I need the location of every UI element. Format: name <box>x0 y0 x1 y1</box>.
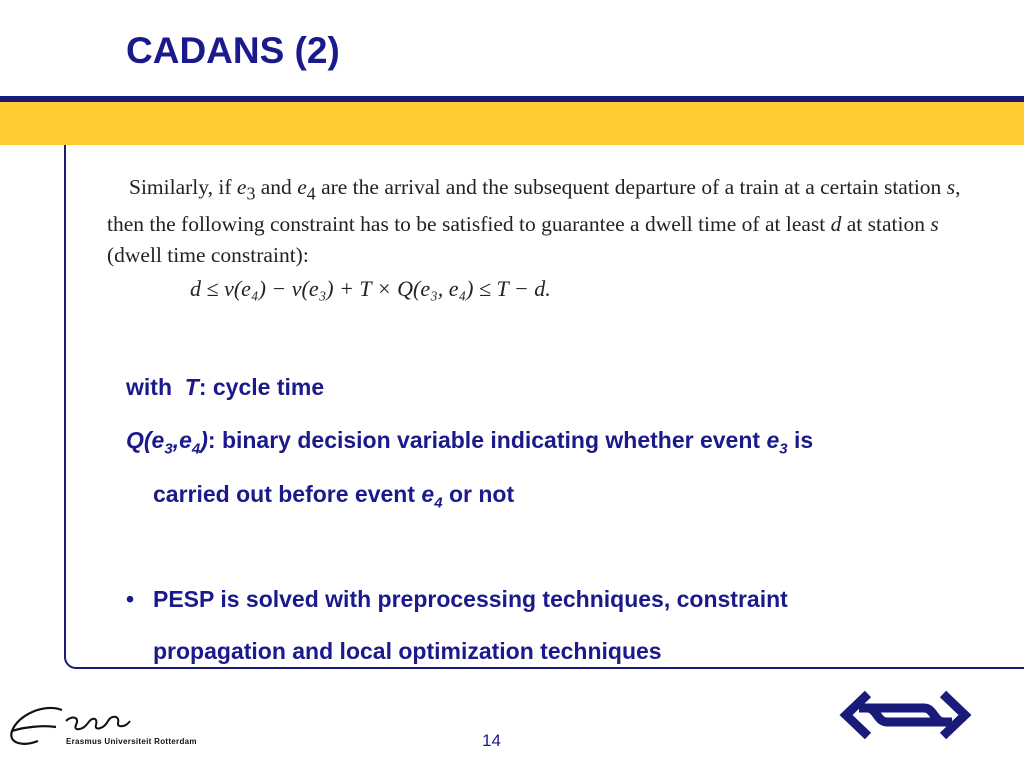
header-yellow-band <box>0 102 1024 145</box>
bullet-item <box>126 586 1024 613</box>
bullet-line-2: propagation and local optimization techniques <box>153 638 662 664</box>
excerpt-paragraph: Similarly, if $e_3$ and $e_4$ are the arrival and the subsequent departure of a train at a certain station s, then the following constraint has to be satisfied to guarantee a dwell time of at least d at station s (dwell time constraint): <box>107 175 961 268</box>
erasmus-text: Erasmus Universiteit Rotterdam <box>66 737 197 746</box>
bullet-item-cont <box>126 638 1024 665</box>
note-cycle-time <box>126 374 1006 401</box>
t-description: : cycle time <box>198 374 325 400</box>
erasmus-signature-logo-icon <box>4 697 244 757</box>
with-label: with <box>126 374 172 400</box>
page-number: 14 <box>482 731 501 750</box>
ns-railways-logo-icon <box>838 688 973 743</box>
bullet-marker: • <box>126 586 135 612</box>
bullet-line-1: PESP is solved with preprocessing techniques, constraint <box>153 586 788 612</box>
dwell-time-equation: d ≤ v(e₄) − v(e₃) + T × Q(e₃, e₄) ≤ T − d. <box>190 276 551 301</box>
note-q-variable: $Q(e_3,e_4)$: binary decision variable indicating whether event $e_3$ is <box>126 427 814 458</box>
paper-excerpt <box>107 172 977 271</box>
t-symbol: T <box>184 374 199 400</box>
slide-title: CADANS (2) <box>126 30 340 71</box>
note-q-variable-cont: carried out before event $e_4$ or not <box>153 481 515 512</box>
